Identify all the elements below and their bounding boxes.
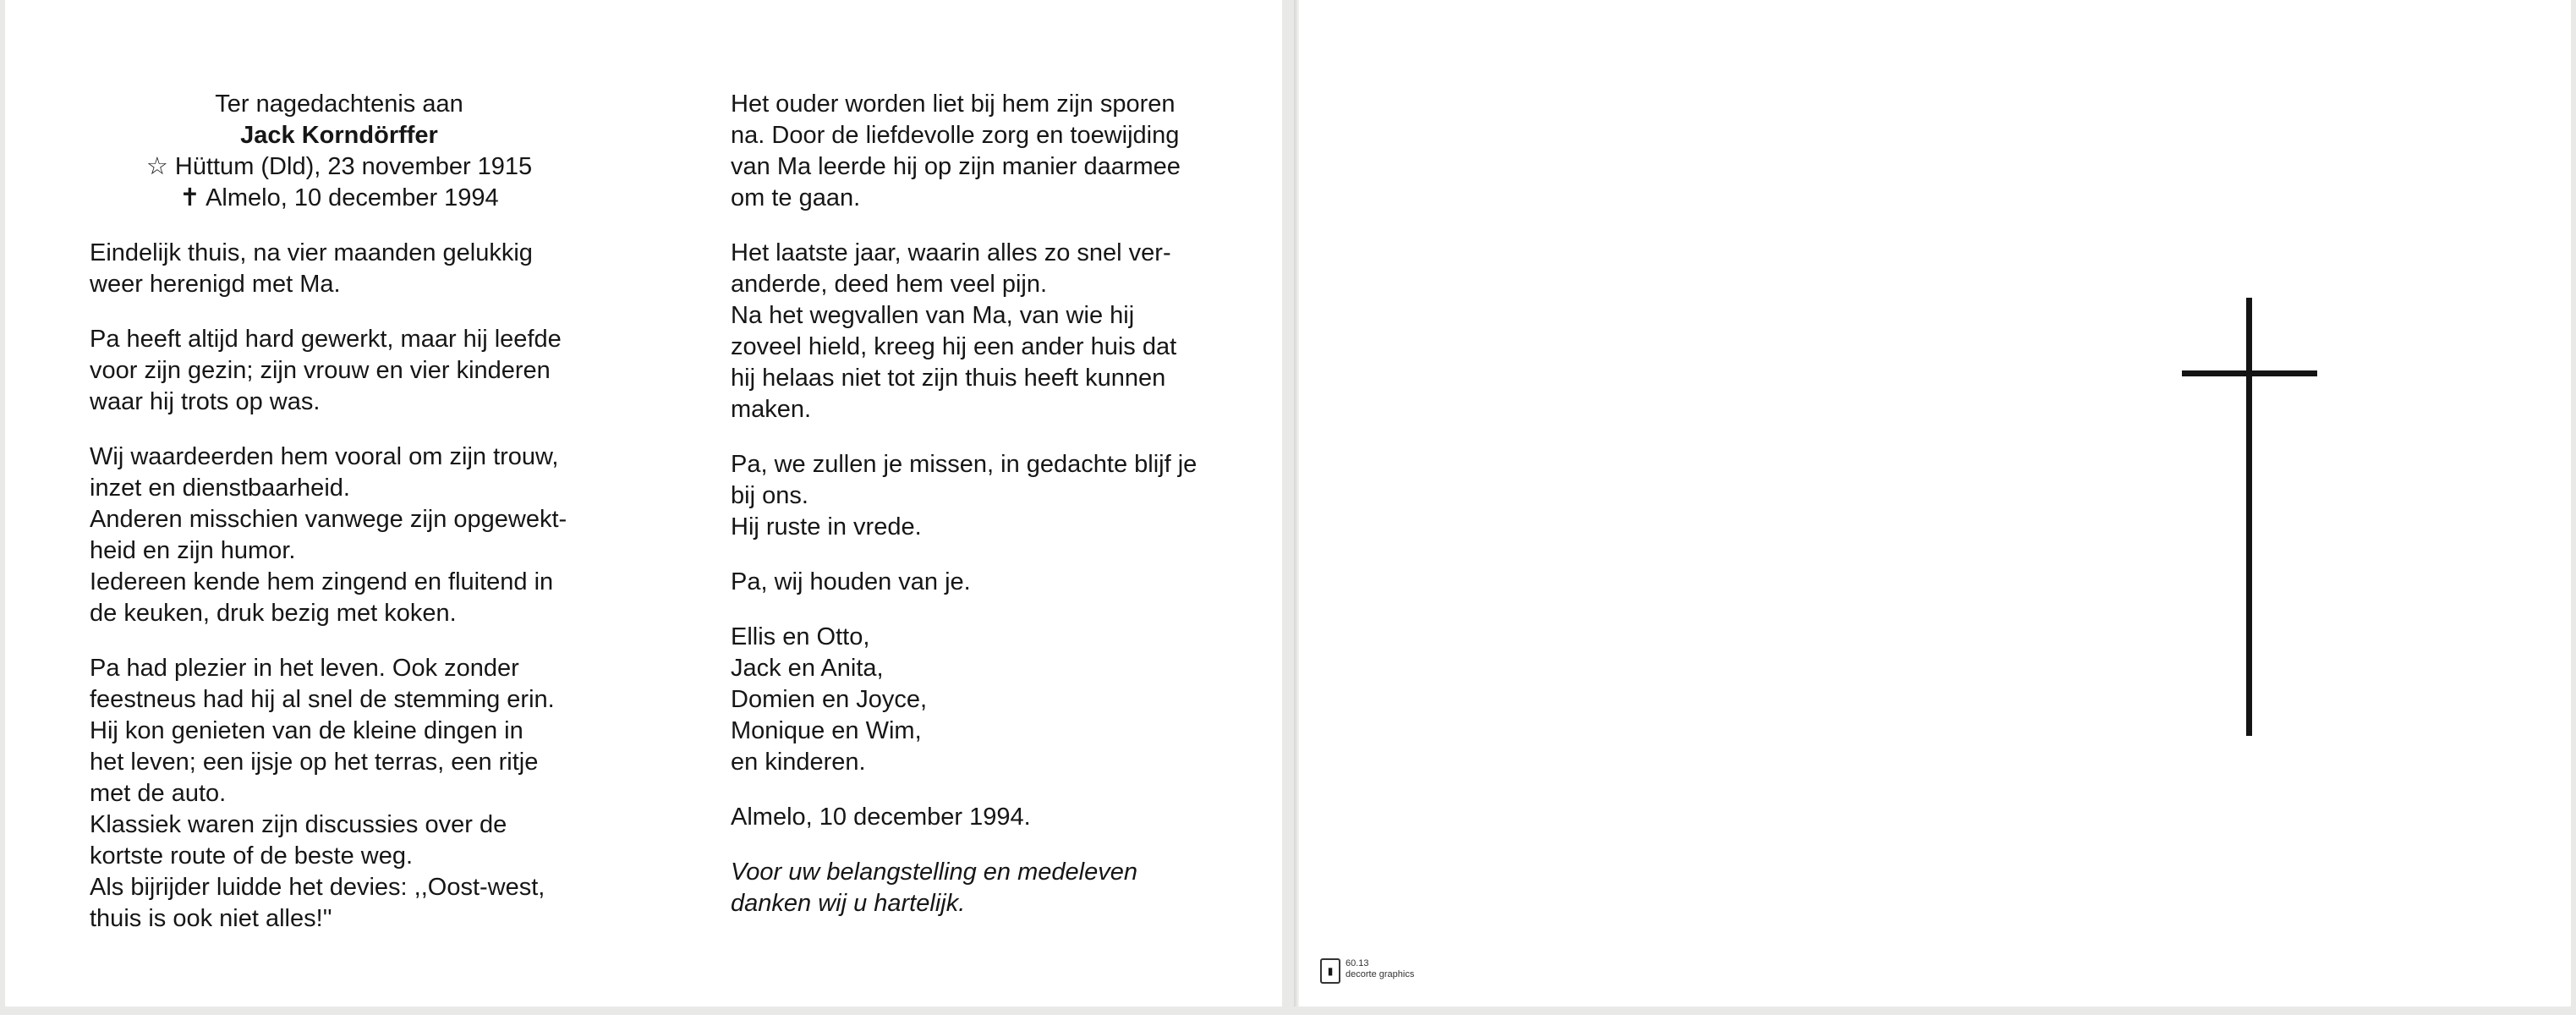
- death-line: [90, 183, 589, 214]
- place-date: Almelo, 10 december 1994.: [731, 804, 1031, 831]
- birth-line: [90, 151, 589, 183]
- printer-brand: decorte graphics: [1346, 969, 1415, 979]
- card-front: [1294, 0, 2571, 1007]
- cross-icon: ✝: [179, 184, 200, 211]
- star-icon: ☆: [145, 153, 168, 180]
- fold-shadow: [1294, 0, 1299, 1007]
- card-inner-spread: [5, 0, 1282, 1007]
- printer-code: 60.13: [1346, 958, 1369, 968]
- intro-line: Ter nagedachtenis aan: [215, 91, 463, 118]
- paragraph: Pa heeft altijd hard gewerkt, maar hij leefde voor zijn gezin; zijn vrouw en vier kinderen waar hij trots op was.: [90, 326, 562, 415]
- paragraph: Pa, we zullen je missen, in gedachte blijf je bij ons. Hij ruste in vrede.: [731, 451, 1198, 540]
- text-column-left: [90, 89, 589, 935]
- death-text: Almelo, 10 december 1994: [206, 184, 499, 211]
- text-column-right: [731, 89, 1230, 919]
- paragraph: Eindelijk thuis, na vier maanden gelukkig weer herenigd met Ma.: [90, 239, 533, 298]
- paragraph: Pa, wij houden van je.: [731, 568, 971, 595]
- paragraph: Het ouder worden liet bij hem zijn sporen na. Door de liefdevolle zorg en toewijding van Ma leerde hij op zijn manier daarmee om te gaan.: [731, 91, 1181, 211]
- thanks-note: Voor uw belangstelling en medeleven danken wij u hartelijk.: [731, 859, 1137, 917]
- paragraph: Het laatste jaar, waarin alles zo snel ver- anderde, deed hem veel pijn. Na het wegvallen van Ma, van wie hij zoveel hield, kreeg hij een ander huis dat hij helaas niet tot zijn thuis heeft kunnen maken.: [731, 239, 1177, 423]
- birth-text: Hüttum (Dld), 23 november 1915: [174, 153, 533, 180]
- paragraph: Wij waardeerden hem vooral om zijn trouw, inzet en dienstbaarheid. Anderen misschien vanwege zijn opgewekt- heid en zijn humor. Iedereen kende hem zingend en fluitend in de keuken, druk bezig met koken.: [90, 443, 567, 627]
- printer-logo-icon: ▮: [1320, 958, 1340, 984]
- printer-mark: [1320, 958, 1414, 984]
- paragraph: Pa had plezier in het leven. Ook zonder feestneus had hij al snel de stemming erin. Hij kon genieten van de kleine dingen in het leven; een ijsje op het terras, een ritje met de auto. Klassiek waren zijn discussies over de kortste route of de beste weg. Als bijrijder luidde het devies: ,,Oost-west, thuis is ook niet alles!'': [90, 655, 555, 932]
- deceased-name: Jack Korndörffer: [240, 122, 438, 149]
- card-header: [90, 89, 589, 214]
- signers-list: Ellis en Otto, Jack en Anita, Domien en Joyce, Monique en Wim, en kinderen.: [731, 623, 928, 776]
- cross-icon: [2182, 298, 2317, 736]
